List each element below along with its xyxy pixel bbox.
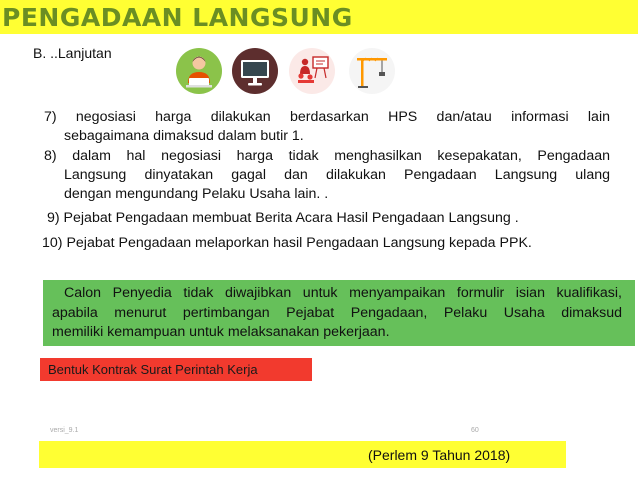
- person-at-laptop-icon: [176, 48, 222, 94]
- monitor-icon: [232, 48, 278, 94]
- list-item-9: 9) Pejabat Pengadaan membuat Berita Acara Hasil Pengadaan Langsung .: [47, 210, 519, 226]
- list-item-8-line-1: 8) dalam hal negosiasi harga tidak menghasilkan kesepakatan, Pengadaan: [44, 148, 610, 164]
- list-item-7: [44, 108, 610, 146]
- page-number: 60: [471, 427, 479, 434]
- construction-crane-icon: [349, 48, 395, 94]
- list-item-8-line-2: Langsung dinyatakan gagal dan dilakukan Pengadaan Langsung ulang: [64, 167, 610, 183]
- list-item-7-line-2: sebagaimana dimaksud dalam butir 1.: [64, 128, 304, 144]
- icon-row: [0, 48, 638, 96]
- qualification-note: [52, 284, 622, 343]
- list-item-7-line-1: 7) negosiasi harga dilakukan berdasarkan HPS dan/atau informasi lain: [44, 109, 610, 125]
- page-title: PENGADAAN LANGSUNG: [2, 3, 353, 32]
- meeting-whiteboard-icon: [289, 48, 335, 94]
- list-item-8: [44, 147, 610, 204]
- qualification-note-line-2: apabila menurut pertimbangan Pejabat Pengadaan, Pelaku Usaha dimaksud: [52, 304, 622, 321]
- qualification-note-line-1: Calon Penyedia tidak diwajibkan untuk menyampaikan formulir isian kualifikasi,: [64, 285, 622, 301]
- list-item-8-line-3: dengan mengundang Pelaku Usaha lain. .: [64, 186, 329, 202]
- qualification-note-line-3: memiliki kemampuan untuk melaksanakan pekerjaan.: [52, 324, 390, 340]
- regulation-reference: (Perlem 9 Tahun 2018): [368, 447, 511, 463]
- section-subheading: B. ..Lanjutan: [33, 45, 112, 61]
- list-item-10: 10) Pejabat Pengadaan melaporkan hasil Pengadaan Langsung kepada PPK.: [42, 235, 532, 251]
- version-label: versi_9.1: [50, 427, 79, 434]
- contract-form-label: Bentuk Kontrak Surat Perintah Kerja: [48, 362, 258, 377]
